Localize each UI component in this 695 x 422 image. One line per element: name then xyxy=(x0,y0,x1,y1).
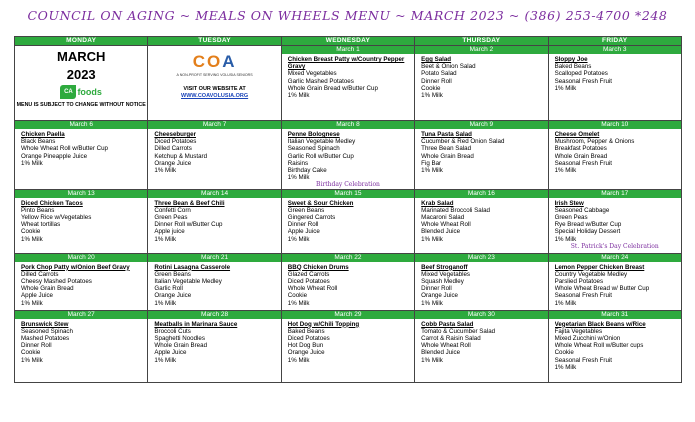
date-label: March 27 xyxy=(15,311,147,319)
side-item: Country Vegetable Medley xyxy=(554,270,628,278)
menu-day-cell xyxy=(15,253,148,310)
side-item: Whole Grain Bread xyxy=(554,152,608,160)
day-header-tuesday: TUESDAY xyxy=(148,37,281,46)
side-item: Birthday Cake xyxy=(287,167,327,175)
side-item: Whole Grain Bread xyxy=(154,342,208,350)
side-item: Whole Grain Bread w/Butter Cup xyxy=(287,84,378,92)
date-label: March 2 xyxy=(415,46,547,54)
main-dish: Cheeseburger xyxy=(154,131,196,138)
side-item: Parslied Potatoes xyxy=(554,278,604,286)
day-header-wednesday: WEDNESDAY xyxy=(281,37,414,46)
side-item: Seasonal Fresh Fruit xyxy=(554,77,612,85)
side-item: 1% Milk xyxy=(21,299,43,307)
side-item: Whole Wheat Roll xyxy=(421,342,471,350)
side-item: Baked Beans xyxy=(554,63,592,71)
side-item: Whole Wheat Bread w/ Butter Cup xyxy=(554,285,650,293)
menu-day-cell xyxy=(281,121,414,190)
side-item: Seasoned Cabbage xyxy=(554,206,610,214)
date-label: March 3 xyxy=(549,46,681,54)
side-item: Rye Bread w/Butter Cup xyxy=(554,221,622,229)
side-item: Dinner Roll w/Butter Cup xyxy=(154,221,223,229)
side-item: Green Peas xyxy=(154,214,188,222)
side-item: Whole Grain Bread xyxy=(421,152,474,160)
date-label: March 23 xyxy=(415,254,547,262)
side-item: 1% Milk xyxy=(154,235,177,243)
menu-day-cell xyxy=(415,253,548,310)
date-label: March 10 xyxy=(549,121,681,129)
menu-day-cell xyxy=(548,121,681,190)
side-item: Dilled Carrots xyxy=(21,270,59,278)
side-item: Cheesy Mashed Potatoes xyxy=(21,278,92,286)
side-item: 1% Milk xyxy=(421,92,443,100)
menu-day-cell xyxy=(415,46,548,121)
menu-day-cell xyxy=(281,46,414,121)
side-item: Marinated Broccoli Salad xyxy=(421,206,490,214)
date-label: March 1 xyxy=(282,46,414,54)
date-label: March 24 xyxy=(549,254,681,262)
menu-day-cell xyxy=(148,310,281,382)
menu-day-cell xyxy=(281,253,414,310)
main-dish: Sweet & Sour Chicken xyxy=(287,199,354,207)
menu-day-cell xyxy=(548,253,681,310)
main-dish: Cheese Omelet xyxy=(554,131,600,138)
side-item: Fajita Vegetables xyxy=(554,327,603,335)
main-dish: Irish Stew xyxy=(554,199,584,207)
side-item: Dilled Carrots xyxy=(154,145,192,153)
side-item: Dinner Roll xyxy=(421,77,452,85)
side-item: Mashed Potatoes xyxy=(21,335,70,343)
date-label: March 14 xyxy=(148,190,280,198)
page-title: COUNCIL ON AGING ~ MEALS ON WHEELS MENU ~ MARCH 2023 ~ (386) 253-4700 *248 xyxy=(27,8,668,23)
side-item: 1% Milk xyxy=(154,299,177,307)
ca-foods-logo xyxy=(15,85,147,99)
side-item: Special Holiday Dessert xyxy=(554,228,621,236)
menu-day-cell xyxy=(15,189,148,253)
menu-day-cell xyxy=(15,121,148,190)
side-item: 1% Milk xyxy=(21,159,43,167)
side-item: Breakfast Potatoes xyxy=(554,145,607,153)
menu-day-cell xyxy=(415,189,548,253)
side-item: Whole Grain Bread xyxy=(21,285,74,293)
side-item: Wheat tortillas xyxy=(21,221,61,229)
side-item: Italian Vegetable Medley xyxy=(154,278,222,286)
date-label: March 9 xyxy=(415,121,547,129)
side-item: 1% Milk xyxy=(21,235,43,243)
side-item: Garlic Roll xyxy=(154,285,183,293)
side-item: 1% Milk xyxy=(554,167,577,175)
main-dish: Chicken Paella xyxy=(21,131,65,138)
side-item: Green Peas xyxy=(554,214,588,222)
side-item: Mixed Zucchini w/Onion xyxy=(554,335,621,343)
side-item: 1% Milk xyxy=(421,235,443,243)
day-header-thursday: THURSDAY xyxy=(415,37,548,46)
ca-badge: CA xyxy=(60,85,76,99)
side-item: 1% Milk xyxy=(287,356,310,364)
side-item: 1% Milk xyxy=(421,299,443,307)
side-item: Seasonal Fresh Fruit xyxy=(554,292,612,300)
side-item: Squash Medley xyxy=(421,278,464,286)
side-item: 1% Milk xyxy=(554,235,577,243)
day-header-friday: FRIDAY xyxy=(548,37,681,46)
main-dish: Cobb Pasta Salad xyxy=(421,320,474,328)
side-item: Whole Wheat Roll w/Butter cups xyxy=(554,342,644,350)
date-label: March 31 xyxy=(549,311,681,319)
main-dish: Vegetarian Black Beans w/Rice xyxy=(554,320,646,328)
side-item: 1% Milk xyxy=(287,174,310,182)
side-item: Whole Wheat Roll xyxy=(421,221,471,229)
date-label: March 21 xyxy=(148,254,280,262)
side-item: 1% Milk xyxy=(154,167,177,175)
side-item: Raisins xyxy=(287,159,309,167)
side-item: Cookie xyxy=(21,228,41,236)
visit-website xyxy=(148,86,280,99)
main-dish: Sloppy Joe xyxy=(554,56,588,63)
date-label: March 28 xyxy=(148,311,280,319)
side-item: Mushroom, Pepper & Onions xyxy=(554,138,635,146)
side-item: Apple Juice xyxy=(154,349,187,357)
menu-day-cell xyxy=(548,46,681,121)
side-item: Orange Juice xyxy=(154,292,192,300)
celebration-note: Birthday Celebration xyxy=(316,181,380,189)
main-dish: Rotini Lasagna Casserole xyxy=(154,263,231,271)
coa-logo: COA xyxy=(192,52,237,71)
main-dish: Penne Bolognese xyxy=(287,131,340,138)
main-dish: Krab Salad xyxy=(421,199,454,207)
date-label: March 17 xyxy=(549,190,681,198)
side-item: Orange Pineapple Juice xyxy=(21,152,88,160)
main-dish: Beef Stroganoff xyxy=(421,263,468,271)
day-header-monday: MONDAY xyxy=(15,37,148,46)
side-item: 1% Milk xyxy=(554,363,577,371)
side-item: 1% Milk xyxy=(421,356,443,364)
menu-day-cell xyxy=(548,310,681,382)
main-dish: Three Bean & Beef Chili xyxy=(154,199,225,207)
side-item: Cookie xyxy=(554,349,574,357)
side-item: Yellow Rice w/Vegetables xyxy=(21,214,92,222)
side-item: Seasonal Fresh Fruit xyxy=(554,356,612,364)
date-label: March 8 xyxy=(282,121,414,129)
side-item: Spaghetti Noodles xyxy=(154,335,205,343)
side-item: Seasoned Spinach xyxy=(21,327,73,335)
intro-logo-cell xyxy=(148,46,281,121)
menu-day-cell xyxy=(548,189,681,253)
main-dish: Chicken Breast Patty w/Country Pepper Gravy xyxy=(287,56,405,71)
side-item: Potato Salad xyxy=(421,70,457,78)
year-label: 2023 xyxy=(66,67,96,82)
side-item: Beet & Onion Salad xyxy=(421,63,476,71)
side-item: Green Beans xyxy=(287,206,325,214)
side-item: Tomato & Cucumber Salad xyxy=(421,327,496,335)
date-label: March 6 xyxy=(15,121,147,129)
side-item: Cookie xyxy=(421,84,441,92)
side-item: Cucumber & Red Onion Salad xyxy=(421,138,505,146)
side-item: Seasoned Spinach xyxy=(287,145,340,153)
date-label: March 29 xyxy=(282,311,414,319)
side-item: Apple juice xyxy=(154,228,185,236)
side-item: Orange Juice xyxy=(421,292,458,300)
menu-day-cell xyxy=(415,121,548,190)
side-item: Gingered Carrots xyxy=(287,214,336,222)
website-link[interactable]: WWW.COAVOLUSIA.ORG xyxy=(181,92,249,99)
side-item: Glazed Carrots xyxy=(287,270,330,278)
side-item: Apple Juice xyxy=(21,292,53,300)
intro-month-cell xyxy=(15,46,148,121)
side-item: Diced Potatoes xyxy=(287,278,330,286)
side-item: Mixed Vegetables xyxy=(421,270,471,278)
menu-day-cell xyxy=(281,189,414,253)
main-dish: Lemon Pepper Chicken Breast xyxy=(554,263,645,271)
side-item: Macaroni Salad xyxy=(421,214,465,222)
menu-day-cell xyxy=(415,310,548,382)
side-item: Diced Potatoes xyxy=(287,335,330,343)
main-dish: Meatballs in Marinara Sauce xyxy=(154,320,238,328)
date-label: March 30 xyxy=(415,311,547,319)
date-label: March 7 xyxy=(148,121,280,129)
date-label: March 22 xyxy=(282,254,414,262)
side-item: Orange Juice xyxy=(154,159,192,167)
side-item: Confetti Corn xyxy=(154,206,191,214)
side-item: Mixed Vegetables xyxy=(287,70,337,78)
side-item: Baked Beans xyxy=(287,327,325,335)
main-dish: Pork Chop Patty w/Onion Beef Gravy xyxy=(21,263,130,271)
side-item: Cookie xyxy=(287,292,308,300)
main-dish: Tuna Pasta Salad xyxy=(421,131,472,138)
side-item: Dinner Roll xyxy=(287,221,319,229)
side-item: Orange Juice xyxy=(287,349,325,357)
side-item: 1% Milk xyxy=(287,235,310,243)
side-item: Diced Potatoes xyxy=(154,138,197,146)
side-item: Dinner Roll xyxy=(421,285,452,293)
side-item: Three Bean Salad xyxy=(421,145,472,153)
celebration-note: St. Patrick's Day Celebration xyxy=(570,242,659,250)
sun-icon: O xyxy=(206,52,223,71)
side-item: 1% Milk xyxy=(21,356,43,364)
side-item: Blended Juice xyxy=(421,349,461,357)
side-item: 1% Milk xyxy=(554,84,577,92)
side-item: Green Beans xyxy=(154,270,191,278)
menu-day-cell xyxy=(148,253,281,310)
side-item: Hot Dog Bun xyxy=(287,342,324,350)
side-item: Blended Juice xyxy=(421,228,461,236)
date-label: March 16 xyxy=(415,190,547,198)
side-item: Carrot & Raisin Salad xyxy=(421,335,481,343)
menu-day-cell xyxy=(15,310,148,382)
side-item: 1% Milk xyxy=(421,167,443,175)
side-item: Dinner Roll xyxy=(21,342,52,350)
month-label: MARCH xyxy=(57,49,106,64)
side-item: Ketchup & Mustard xyxy=(154,152,208,160)
side-item: 1% Milk xyxy=(287,299,310,307)
side-item: Garlic Roll w/Butter Cup xyxy=(287,152,354,160)
side-item: Black Beans xyxy=(21,138,56,146)
menu-calendar xyxy=(14,36,682,383)
side-item: Whole Wheat Roll w/Butter Cup xyxy=(21,145,109,153)
menu-day-cell xyxy=(281,310,414,382)
date-label: March 15 xyxy=(282,190,414,198)
side-item: Garlic Mashed Potatoes xyxy=(287,77,354,85)
side-item: Pinto Beans xyxy=(21,206,55,214)
side-item: Seasonal Fresh Fruit xyxy=(554,159,612,167)
coa-tagline: A NON-PROFIT SERVING VOLUSIA SENIORS xyxy=(176,73,253,77)
main-dish: Brunswick Stew xyxy=(21,320,69,328)
date-label: March 20 xyxy=(15,254,147,262)
side-item: Apple Juice xyxy=(287,228,320,236)
side-item: Whole Wheat Roll xyxy=(287,285,338,293)
date-label: March 13 xyxy=(15,190,147,198)
visit-label: VISIT OUR WEBSITE AT xyxy=(183,86,246,92)
side-item: Italian Vegetable Medley xyxy=(287,138,356,146)
side-item: Broccoli Cuts xyxy=(154,327,191,335)
main-dish: BBQ Chicken Drums xyxy=(287,263,349,271)
side-item: 1% Milk xyxy=(154,356,177,364)
foods-text: foods xyxy=(77,87,102,97)
side-item: Fig Bar xyxy=(421,159,442,167)
menu-day-cell xyxy=(148,189,281,253)
main-dish: Hot Dog w/Chili Topping xyxy=(287,320,360,328)
side-item: 1% Milk xyxy=(554,299,577,307)
side-item: Scalloped Potatoes xyxy=(554,70,608,78)
side-item: 1% Milk xyxy=(287,92,310,100)
main-dish: Diced Chicken Tacos xyxy=(21,199,83,207)
main-dish: Egg Salad xyxy=(421,56,452,63)
menu-day-cell xyxy=(148,121,281,190)
menu-notice: MENU IS SUBJECT TO CHANGE WITHOUT NOTICE xyxy=(16,102,146,108)
side-item: Cookie xyxy=(21,349,41,357)
